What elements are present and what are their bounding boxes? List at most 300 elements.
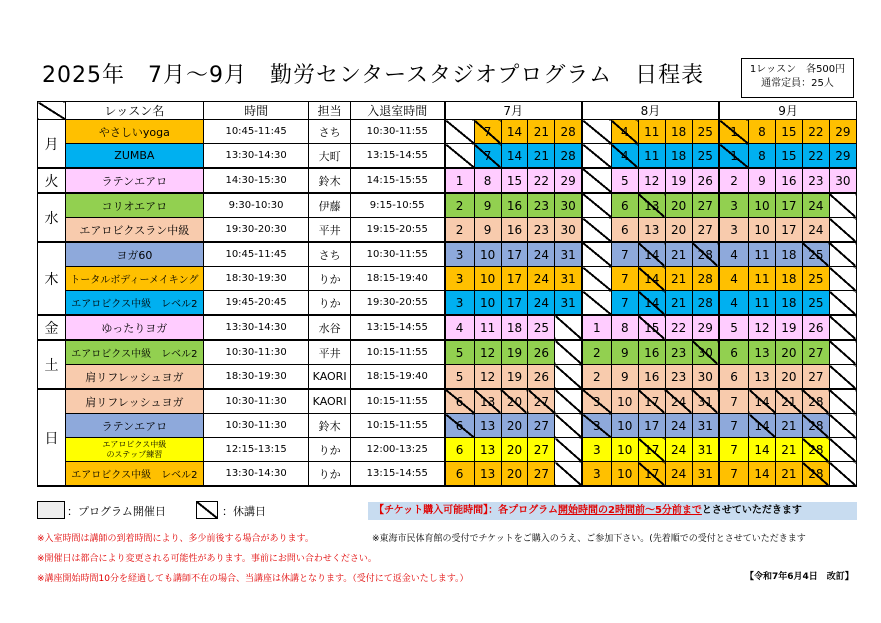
cancelled-date-cell: 27 <box>528 389 555 414</box>
date-cell: 29 <box>692 315 719 340</box>
date-cell: 23 <box>665 365 692 390</box>
date-cell: 18 <box>775 267 802 291</box>
entry-exit-time: 19:15-20:55 <box>350 218 444 243</box>
cancelled-date-cell <box>582 193 612 218</box>
date-cell: 11 <box>638 120 665 144</box>
date-cell: 3 <box>582 438 612 462</box>
program-name: ヨガ60 <box>65 242 203 267</box>
note-entry-time: ※入室時間は講師の到着時間により、多少前後する場合があります。 <box>37 534 314 544</box>
cancelled-date-cell: 30 <box>692 340 719 365</box>
weekday-cell: 日 <box>38 389 66 486</box>
lesson-time: 10:30-11:30 <box>203 389 309 414</box>
date-cell: 20 <box>501 438 528 462</box>
date-cell: 21 <box>775 462 802 487</box>
capacity-info: 通常定員：25人 <box>761 78 834 89</box>
date-cell: 24 <box>528 291 555 316</box>
cancelled-date-cell <box>555 365 582 390</box>
cancelled-date-cell: 15 <box>638 315 665 340</box>
date-cell: 27 <box>692 193 719 218</box>
date-cell: 8 <box>749 120 776 144</box>
date-cell: 20 <box>665 193 692 218</box>
date-cell: 4 <box>719 242 749 267</box>
date-cell: 10 <box>749 193 776 218</box>
date-cell: 16 <box>775 168 802 193</box>
cancelled-date-cell: 28 <box>802 462 829 487</box>
date-cell: 7 <box>719 389 749 414</box>
program-name: ラテンエアロ <box>65 414 203 438</box>
date-cell: 6 <box>611 218 638 243</box>
lesson-time: 19:30-20:30 <box>203 218 309 243</box>
date-cell: 3 <box>445 267 475 291</box>
date-cell: 14 <box>749 462 776 487</box>
date-cell: 25 <box>802 267 829 291</box>
instructor-name: りか <box>309 267 350 291</box>
cancelled-date-cell: 1 <box>719 120 749 144</box>
instructor-name: りか <box>309 438 350 462</box>
date-cell: 21 <box>775 438 802 462</box>
date-cell: 7 <box>719 462 749 487</box>
date-cell: 10 <box>474 291 501 316</box>
date-cell: 23 <box>802 168 829 193</box>
instructor-name: 伊藤 <box>309 193 350 218</box>
cancelled-date-cell <box>829 414 856 438</box>
date-cell: 17 <box>775 218 802 243</box>
date-cell: 28 <box>555 144 582 169</box>
date-cell: 19 <box>775 315 802 340</box>
entry-exit-time: 13:15-14:55 <box>350 462 444 487</box>
schedule-row <box>38 291 857 316</box>
date-cell: 27 <box>692 218 719 243</box>
cancelled-date-cell: 28 <box>802 389 829 414</box>
date-cell: 24 <box>528 267 555 291</box>
date-cell: 11 <box>749 291 776 316</box>
revision-date: 【令和7年6月4日 改訂】 <box>745 572 854 582</box>
schedule-row <box>38 267 857 291</box>
date-cell: 17 <box>501 267 528 291</box>
date-cell: 6 <box>445 462 475 487</box>
cancelled-date-cell: 6 <box>445 389 475 414</box>
instructor-name: りか <box>309 291 350 316</box>
cancelled-date-cell: 13 <box>638 193 665 218</box>
date-cell: 5 <box>445 340 475 365</box>
lesson-time: 13:30-14:30 <box>203 315 309 340</box>
cancelled-date-cell: 3 <box>582 389 612 414</box>
ticket-hours-banner <box>368 502 857 520</box>
date-cell: 31 <box>692 438 719 462</box>
date-cell: 30 <box>555 193 582 218</box>
date-cell: 21 <box>528 144 555 169</box>
date-cell: 7 <box>611 267 638 291</box>
date-cell: 16 <box>638 365 665 390</box>
cancelled-date-cell <box>829 315 856 340</box>
cancelled-date-cell <box>829 193 856 218</box>
cancelled-date-cell <box>829 462 856 487</box>
cancelled-date-cell: 17 <box>638 389 665 414</box>
date-cell: 29 <box>829 144 856 169</box>
program-name: エアロビクス中級 レベル2 <box>65 291 203 316</box>
schedule-row <box>38 438 857 462</box>
date-cell: 13 <box>749 340 776 365</box>
date-cell: 8 <box>474 168 501 193</box>
date-cell: 10 <box>749 218 776 243</box>
cancelled-date-cell: 7 <box>474 120 501 144</box>
date-cell: 29 <box>555 168 582 193</box>
date-cell: 24 <box>802 218 829 243</box>
date-cell: 15 <box>501 168 528 193</box>
entry-exit-time: 9:15-10:55 <box>350 193 444 218</box>
cancelled-date-cell: 17 <box>638 438 665 462</box>
ticket-highlight: 開始時間の2時間前～5分前まで <box>558 505 702 516</box>
lesson-time: 14:30-15:30 <box>203 168 309 193</box>
cancelled-date-cell: 4 <box>611 144 638 169</box>
date-cell: 10 <box>611 438 638 462</box>
date-cell: 7 <box>611 291 638 316</box>
date-cell: 16 <box>501 218 528 243</box>
cancelled-date-cell: 28 <box>802 438 829 462</box>
date-cell: 10 <box>611 414 638 438</box>
entry-exit-time: 13:15-14:55 <box>350 315 444 340</box>
cancelled-date-cell <box>445 120 475 144</box>
cancelled-date-cell: 14 <box>749 389 776 414</box>
program-name: コリオエアロ <box>65 193 203 218</box>
lesson-time: 18:30-19:30 <box>203 365 309 390</box>
cancelled-date-cell <box>829 218 856 243</box>
schedule-row <box>38 242 857 267</box>
instructor-name: 大町 <box>309 144 350 169</box>
program-name: トータルボディーメイキング <box>65 267 203 291</box>
instructor-name: KAORI <box>309 389 350 414</box>
legend-off-label: ：休講日 <box>222 505 266 518</box>
date-cell: 27 <box>528 462 555 487</box>
date-cell: 18 <box>501 315 528 340</box>
date-cell: 13 <box>474 462 501 487</box>
date-cell: 19 <box>665 168 692 193</box>
date-cell: 24 <box>802 193 829 218</box>
program-name: 肩リフレッシュヨガ <box>65 389 203 414</box>
weekday-cell: 金 <box>38 315 66 340</box>
schedule-row <box>38 340 857 365</box>
header-month-september: 9月 <box>719 102 856 120</box>
cancelled-date-cell: 13 <box>474 389 501 414</box>
instructor-name: 平井 <box>309 218 350 243</box>
date-cell: 25 <box>692 144 719 169</box>
date-cell: 3 <box>582 462 612 487</box>
date-cell: 31 <box>692 414 719 438</box>
cancelled-date-cell <box>829 267 856 291</box>
date-cell: 25 <box>802 291 829 316</box>
date-cell: 2 <box>719 168 749 193</box>
cancelled-date-cell: 21 <box>775 389 802 414</box>
date-cell: 10 <box>611 462 638 487</box>
date-cell: 20 <box>501 462 528 487</box>
schedule-row <box>38 315 857 340</box>
cancelled-date-cell: 6 <box>445 414 475 438</box>
date-cell: 6 <box>719 340 749 365</box>
lesson-time: 12:15-13:15 <box>203 438 309 462</box>
note-ticket-purchase: ※東海市民体育館の受付でチケットをご購入のうえ、ご参加下さい。(先着順での受付とさせていただきます <box>372 534 806 544</box>
program-name: エアロビクスラン中級 <box>65 218 203 243</box>
date-cell: 10 <box>474 242 501 267</box>
header-entry-time: 入退室時間 <box>350 102 444 120</box>
date-cell: 25 <box>692 120 719 144</box>
cancelled-date-cell <box>582 144 612 169</box>
cancelled-date-cell <box>829 365 856 390</box>
entry-exit-time: 10:30-11:55 <box>350 120 444 144</box>
instructor-name: 平井 <box>309 340 350 365</box>
header-row <box>38 102 857 120</box>
cancelled-date-cell <box>555 462 582 487</box>
date-cell: 9 <box>749 168 776 193</box>
date-cell: 17 <box>501 291 528 316</box>
legend-open-swatch <box>37 501 65 519</box>
date-cell: 2 <box>582 340 612 365</box>
date-cell: 11 <box>638 144 665 169</box>
date-cell: 1 <box>582 315 612 340</box>
cancelled-date-cell: 28 <box>692 242 719 267</box>
date-cell: 24 <box>528 242 555 267</box>
price-info-box <box>741 58 854 98</box>
instructor-name: 水谷 <box>309 315 350 340</box>
date-cell: 3 <box>445 242 475 267</box>
date-cell: 21 <box>665 291 692 316</box>
entry-exit-time: 10:15-11:55 <box>350 414 444 438</box>
cancelled-date-cell: 14 <box>638 291 665 316</box>
header-month-july: 7月 <box>445 102 582 120</box>
cancelled-date-cell <box>582 242 612 267</box>
schedule-table <box>37 101 857 487</box>
date-cell: 28 <box>555 120 582 144</box>
date-cell: 17 <box>775 193 802 218</box>
lesson-time: 13:30-14:30 <box>203 462 309 487</box>
instructor-name: 鈴木 <box>309 168 350 193</box>
date-cell: 13 <box>638 218 665 243</box>
date-cell: 4 <box>719 267 749 291</box>
cancelled-date-cell <box>582 267 612 291</box>
date-cell: 17 <box>501 242 528 267</box>
date-cell: 31 <box>555 291 582 316</box>
instructor-name: KAORI <box>309 365 350 390</box>
weekday-cell: 土 <box>38 340 66 389</box>
date-cell: 15 <box>775 120 802 144</box>
date-cell: 3 <box>719 218 749 243</box>
date-cell: 9 <box>611 340 638 365</box>
cancelled-date-cell <box>582 218 612 243</box>
date-cell: 12 <box>749 315 776 340</box>
date-cell: 18 <box>775 291 802 316</box>
cancelled-date-cell: 14 <box>638 267 665 291</box>
date-cell: 20 <box>775 365 802 390</box>
cancelled-date-cell <box>445 144 475 169</box>
schedule-row <box>38 120 857 144</box>
lesson-time: 10:30-11:30 <box>203 414 309 438</box>
instructor-name: さち <box>309 120 350 144</box>
date-cell: 8 <box>749 144 776 169</box>
date-cell: 23 <box>665 340 692 365</box>
legend-open-label: ：プログラム開催日 <box>67 505 166 518</box>
cancelled-date-cell <box>555 315 582 340</box>
date-cell: 21 <box>665 242 692 267</box>
date-cell: 2 <box>445 218 475 243</box>
date-cell: 24 <box>665 438 692 462</box>
schedule-row <box>38 414 857 438</box>
date-cell: 12 <box>474 365 501 390</box>
cancelled-date-cell <box>829 291 856 316</box>
weekday-cell: 木 <box>38 242 66 315</box>
entry-exit-time: 10:30-11:55 <box>350 242 444 267</box>
lesson-time: 10:45-11:45 <box>203 242 309 267</box>
cancelled-date-cell <box>555 389 582 414</box>
lesson-time: 10:30-11:30 <box>203 340 309 365</box>
date-cell: 24 <box>665 462 692 487</box>
date-cell: 11 <box>749 242 776 267</box>
date-cell: 9 <box>474 193 501 218</box>
date-cell: 20 <box>501 414 528 438</box>
cancelled-date-cell <box>829 340 856 365</box>
program-name: やさしいyoga <box>65 120 203 144</box>
date-cell: 7 <box>719 438 749 462</box>
cancelled-date-cell <box>582 120 612 144</box>
date-cell: 24 <box>665 414 692 438</box>
instructor-name: さち <box>309 242 350 267</box>
date-cell: 11 <box>474 315 501 340</box>
date-cell: 27 <box>802 340 829 365</box>
instructor-name: 鈴木 <box>309 414 350 438</box>
date-cell: 5 <box>611 168 638 193</box>
cancelled-date-cell <box>582 291 612 316</box>
header-instructor: 担当 <box>309 102 350 120</box>
schedule-row <box>38 144 857 169</box>
weekday-cell: 火 <box>38 168 66 193</box>
schedule-row <box>38 389 857 414</box>
date-cell: 23 <box>528 218 555 243</box>
schedule-row <box>38 218 857 243</box>
date-cell: 30 <box>829 168 856 193</box>
price-info: 1レッスン 各500円 <box>749 64 846 75</box>
date-cell: 30 <box>555 218 582 243</box>
entry-exit-time: 19:30-20:55 <box>350 291 444 316</box>
schedule-row <box>38 462 857 487</box>
cancelled-date-cell <box>555 438 582 462</box>
date-cell: 5 <box>445 365 475 390</box>
date-cell: 26 <box>528 340 555 365</box>
header-program: レッスン名 <box>65 102 203 120</box>
date-cell: 4 <box>445 315 475 340</box>
date-cell: 2 <box>445 193 475 218</box>
lesson-time: 9:30-10:30 <box>203 193 309 218</box>
date-cell: 22 <box>802 144 829 169</box>
cancelled-date-cell <box>829 389 856 414</box>
cancelled-date-cell: 31 <box>692 389 719 414</box>
page-title: 2025年 7月～9月 勤労センタースタジオプログラム 日程表 <box>42 63 705 88</box>
date-cell: 8 <box>611 315 638 340</box>
date-cell: 31 <box>555 242 582 267</box>
date-cell: 18 <box>665 120 692 144</box>
entry-exit-time: 18:15-19:40 <box>350 267 444 291</box>
date-cell: 21 <box>528 120 555 144</box>
cancelled-date-cell: 17 <box>638 462 665 487</box>
cancelled-date-cell: 3 <box>582 414 612 438</box>
date-cell: 21 <box>775 414 802 438</box>
date-cell: 6 <box>445 438 475 462</box>
entry-exit-time: 18:15-19:40 <box>350 365 444 390</box>
date-cell: 14 <box>749 438 776 462</box>
program-name: ZUMBA <box>65 144 203 169</box>
cancelled-date-cell: 4 <box>611 120 638 144</box>
entry-exit-time: 10:15-11:55 <box>350 389 444 414</box>
date-cell: 22 <box>528 168 555 193</box>
program-name: エアロビクス中級 レベル2 <box>65 462 203 487</box>
cancelled-date-cell: 28 <box>802 414 829 438</box>
entry-exit-time: 14:15-15:55 <box>350 168 444 193</box>
date-cell: 31 <box>692 462 719 487</box>
date-cell: 19 <box>501 365 528 390</box>
date-cell: 4 <box>719 291 749 316</box>
note-date-change: ※開催日は都合により変更される可能性があります。事前にお問い合わせください。 <box>37 554 377 564</box>
date-cell: 26 <box>528 365 555 390</box>
cancelled-date-cell <box>829 242 856 267</box>
weekday-cell: 水 <box>38 193 66 242</box>
cancelled-date-cell: 25 <box>802 242 829 267</box>
lesson-time: 19:45-20:45 <box>203 291 309 316</box>
cancelled-date-cell <box>829 438 856 462</box>
date-cell: 3 <box>719 193 749 218</box>
schedule-row <box>38 168 857 193</box>
date-cell: 9 <box>611 365 638 390</box>
ticket-prefix: 【チケット購入可能時間】：各プログラム <box>374 505 558 516</box>
date-cell: 13 <box>749 365 776 390</box>
date-cell: 28 <box>692 291 719 316</box>
date-cell: 21 <box>665 267 692 291</box>
date-cell: 27 <box>528 414 555 438</box>
date-cell: 22 <box>802 120 829 144</box>
cancelled-date-cell <box>582 168 612 193</box>
date-cell: 28 <box>692 267 719 291</box>
cancelled-date-cell: 24 <box>665 389 692 414</box>
program-name: ゆったりヨガ <box>65 315 203 340</box>
lesson-time: 13:30-14:30 <box>203 144 309 169</box>
legend-off-swatch <box>196 501 218 519</box>
date-cell: 7 <box>611 242 638 267</box>
date-cell: 30 <box>692 365 719 390</box>
program-name: 肩リフレッシュヨガ <box>65 365 203 390</box>
date-cell: 12 <box>474 340 501 365</box>
header-time: 時間 <box>203 102 309 120</box>
date-cell: 10 <box>611 389 638 414</box>
header-month-august: 8月 <box>582 102 719 120</box>
date-cell: 31 <box>555 267 582 291</box>
program-name: ラテンエアロ <box>65 168 203 193</box>
entry-exit-time: 12:00-13:25 <box>350 438 444 462</box>
date-cell: 12 <box>638 168 665 193</box>
date-cell: 10 <box>474 267 501 291</box>
date-cell: 22 <box>665 315 692 340</box>
date-cell: 20 <box>665 218 692 243</box>
cancelled-date-cell: 7 <box>474 144 501 169</box>
date-cell: 26 <box>802 315 829 340</box>
ticket-suffix: とさせていただきます <box>701 505 802 516</box>
date-cell: 13 <box>474 414 501 438</box>
cancelled-date-cell: 20 <box>501 389 528 414</box>
date-cell: 29 <box>829 120 856 144</box>
date-cell: 16 <box>501 193 528 218</box>
cancelled-date-cell <box>555 340 582 365</box>
date-cell: 27 <box>802 365 829 390</box>
date-cell: 15 <box>775 144 802 169</box>
date-cell: 18 <box>775 242 802 267</box>
entry-exit-time: 10:15-11:55 <box>350 340 444 365</box>
lesson-time: 18:30-19:30 <box>203 267 309 291</box>
weekday-cell: 月 <box>38 120 66 169</box>
